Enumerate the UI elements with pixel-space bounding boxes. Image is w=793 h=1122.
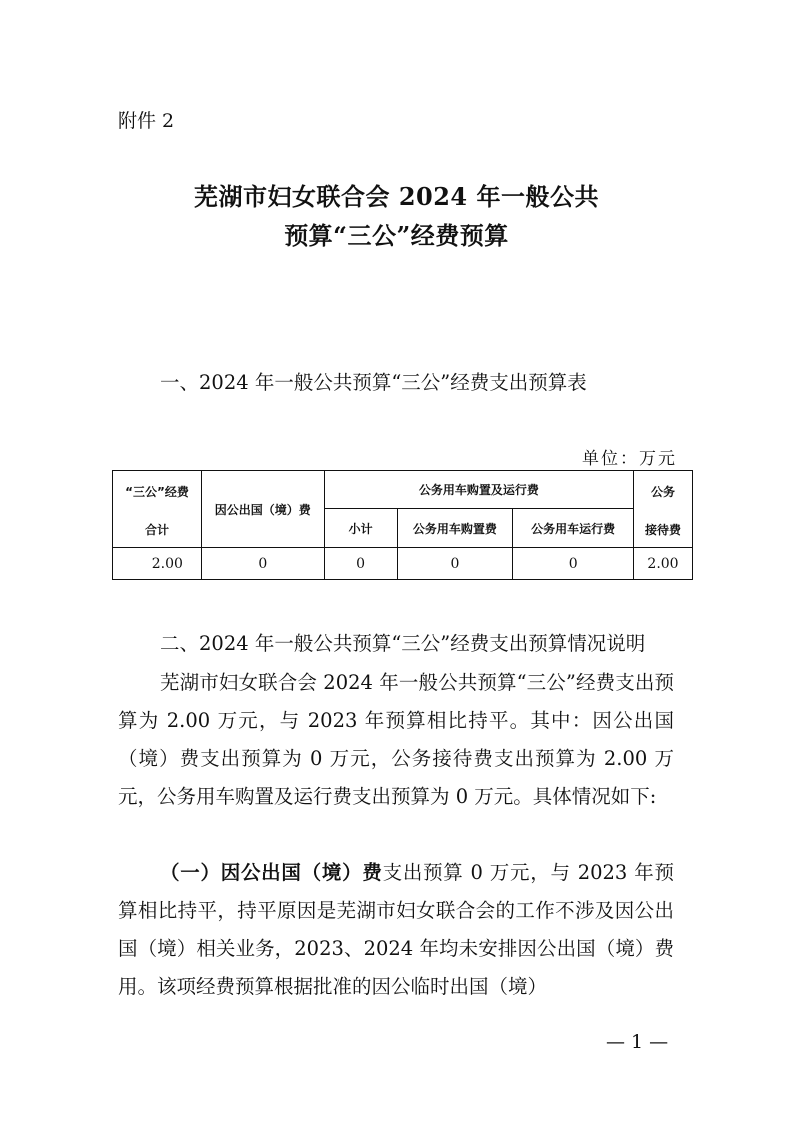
header-vehicle-purchase: 公务用车购置费 (397, 509, 513, 548)
unit-label: 单位：万元 (582, 449, 677, 469)
header-total-bottom: 合计 (144, 523, 169, 537)
explanation-paragraph-1: 芜湖市妇女联合会 2024 年一般公共预算“三公”经费支出预算为 2.00 万元，与 2023 年预算相比持平。其中：因公出国（境）费支出预算为 0 万元，公务接待费支出预算为 2.00 万元，公务用车购置及运行费支出预算为 0 万元。具体情况如下: (118, 671, 674, 808)
header-vehicle-group: 公务用车购置及运行费 (324, 471, 633, 509)
table-row (113, 548, 693, 580)
page-number: — 1 — (606, 1031, 669, 1053)
cell-total: 2.00 (113, 548, 202, 580)
cell-subtotal: 0 (324, 548, 397, 580)
header-abroad: 因公出国（境）费 (201, 471, 324, 548)
cell-abroad: 0 (201, 548, 324, 580)
section2-heading: 二、2024 年一般公共预算“三公”经费支出预算情况说明 (160, 632, 646, 655)
header-reception-top: 公务 (651, 485, 676, 499)
paragraph2-lead: （一）因公出国（境）费 (160, 861, 383, 884)
document-title-line1: 芜湖市妇女联合会 2024 年一般公共 (193, 182, 599, 211)
section1-heading: 一、2024 年一般公共预算“三公”经费支出预算表 (160, 371, 587, 394)
attachment-label: 附件 2 (118, 110, 175, 132)
header-reception-bottom: 接待费 (644, 523, 681, 537)
cell-vehicle-operation: 0 (513, 548, 634, 580)
cell-reception: 2.00 (634, 548, 693, 580)
paragraph2-body: 支出预算 0 万元，与 2023 年预算相比持平，持平原因是芜湖市妇女联合会的工作不涉及因公出国（境）相关业务，2023、2024 年均未安排因公出国（境）费用。该项经费预算根据批准的因公临时出国（境） (118, 861, 674, 998)
explanation-paragraph-2 (118, 854, 674, 1006)
document-title-line2: 预算“三公”经费预算 (284, 221, 509, 250)
header-vehicle-operation: 公务用车运行费 (513, 509, 634, 548)
cell-vehicle-purchase: 0 (397, 548, 513, 580)
header-subtotal: 小计 (324, 509, 397, 548)
header-total-top: “三公”经费 (125, 485, 189, 499)
